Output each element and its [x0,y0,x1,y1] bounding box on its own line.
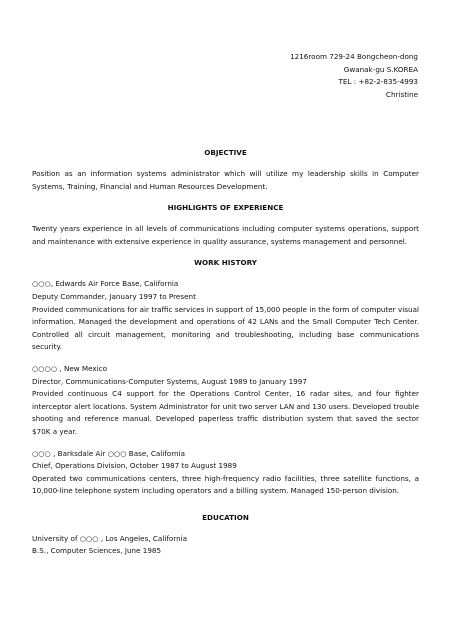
job-employer: ○○○ , Barksdale Air ○○○ Base, California [32,448,185,458]
job-description: Operated two communications centers, three high-frequency radio facilities, three satellite functions, a 10,000-line telephone system including operators and a billing system. Managed 150-person division. [32,473,419,496]
job-entry [32,448,419,498]
applicant-name: Christine [385,89,418,99]
job-employer: ○○○○ , New Mexico [32,363,107,373]
job-entry [32,278,419,354]
address-line-2: Gwanak-gu S.KOREA [343,64,418,74]
job-title: Deputy Commander, January 1997 to Present [32,291,196,301]
address-block [290,51,418,101]
resume-content [32,147,419,558]
job-description: Provided communications for air traffic services in support of 15,000 people in the form of computer visual information. Managed the development and operations of 42 LANs and the Small Computer Tech Center. Controlled all circuit management, monitoring and troubleshooting, including base communications security. [32,304,419,352]
job-title: Chief, Operations Division, October 1987 to August 1989 [32,461,237,471]
objective-text: Position as an information systems administrator which will utilize my leadership skills in Computer Systems, Training, Financial and Human Resources Development. [32,169,419,191]
education-school: University of ○○○ , Los Angeles, California [32,533,188,543]
highlights-heading: HIGHLIGHTS OF EXPERIENCE [167,203,284,213]
education-degree: B.S., Computer Sciences, June 1985 [32,546,162,556]
education-heading: EDUCATION [202,512,249,522]
job-entry [32,363,419,439]
job-title: Director, Communications-Computer Systems, August 1989 to January 1997 [32,376,307,386]
address-line-1: 1216room 729-24 Bongcheon-dong [290,52,418,61]
phone-number: TEL : +82-2-835-4993 [338,77,418,87]
objective-heading: OBJECTIVE [204,148,247,157]
job-employer: ○○○, Edwards Air Force Base, California [32,279,179,289]
job-description: Provided continuous C4 support for the Operations Control Center, 16 radar sites, and four fighter interceptor alert locations. System Administrator for unit two server LAN and 130 users. Developed trouble shooting and reference manual. Developed paperless traffic distribution system that saved the sector $70K a year. [32,389,419,436]
highlights-text: Twenty years experience in all levels of communications including computer systems operations, support and maintenance with extensive experience in quality assurance, systems management and personnel. [32,224,419,246]
work-history-heading: WORK HISTORY [194,258,257,268]
